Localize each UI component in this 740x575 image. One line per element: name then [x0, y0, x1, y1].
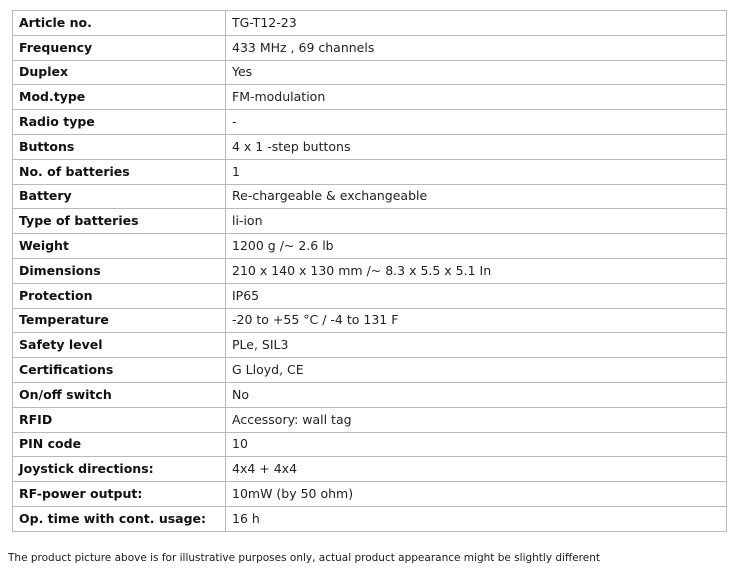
- table-row: [13, 60, 727, 85]
- table-row: [13, 333, 727, 358]
- spec-value: Re-chargeable & exchangeable: [226, 184, 727, 209]
- spec-label: Certifications: [13, 358, 226, 383]
- spec-label: Frequency: [13, 35, 226, 60]
- footnote-disclaimer: The product picture above is for illustrative purposes only, actual product appearance might be slightly different: [8, 552, 600, 564]
- spec-label: Protection: [13, 283, 226, 308]
- spec-value: PLe, SIL3: [226, 333, 727, 358]
- spec-value: 1200 g /~ 2.6 lb: [226, 234, 727, 259]
- spec-label: Article no.: [13, 11, 226, 36]
- spec-value: 16 h: [226, 506, 727, 531]
- spec-value: 1: [226, 159, 727, 184]
- table-row: [13, 308, 727, 333]
- table-row: [13, 358, 727, 383]
- table-row: [13, 35, 727, 60]
- spec-label: Safety level: [13, 333, 226, 358]
- spec-value: IP65: [226, 283, 727, 308]
- spec-label: Dimensions: [13, 258, 226, 283]
- table-row: [13, 506, 727, 531]
- spec-value: TG-T12-23: [226, 11, 727, 36]
- table-row: [13, 134, 727, 159]
- table-row: [13, 382, 727, 407]
- table-row: [13, 184, 727, 209]
- spec-label: Temperature: [13, 308, 226, 333]
- table-row: [13, 85, 727, 110]
- spec-label: Type of batteries: [13, 209, 226, 234]
- spec-value: 4x4 + 4x4: [226, 457, 727, 482]
- spec-label: RF-power output:: [13, 482, 226, 507]
- table-row: [13, 234, 727, 259]
- table-row: [13, 159, 727, 184]
- spec-table: [12, 10, 727, 532]
- spec-value: Accessory: wall tag: [226, 407, 727, 432]
- spec-label: Duplex: [13, 60, 226, 85]
- spec-label: Op. time with cont. usage:: [13, 506, 226, 531]
- spec-value: -20 to +55 °C / -4 to 131 F: [226, 308, 727, 333]
- table-row: [13, 283, 727, 308]
- spec-value: Yes: [226, 60, 727, 85]
- spec-value: 10mW (by 50 ohm): [226, 482, 727, 507]
- table-row: [13, 457, 727, 482]
- spec-label: No. of batteries: [13, 159, 226, 184]
- spec-value: G Lloyd, CE: [226, 358, 727, 383]
- spec-label: Joystick directions:: [13, 457, 226, 482]
- table-row: [13, 209, 727, 234]
- spec-table-body: [13, 11, 727, 532]
- spec-value: FM-modulation: [226, 85, 727, 110]
- spec-label: Battery: [13, 184, 226, 209]
- table-row: [13, 258, 727, 283]
- spec-label: Radio type: [13, 110, 226, 135]
- table-row: [13, 11, 727, 36]
- spec-label: Buttons: [13, 134, 226, 159]
- table-row: [13, 432, 727, 457]
- spec-value: 210 x 140 x 130 mm /~ 8.3 x 5.5 x 5.1 In: [226, 258, 727, 283]
- spec-label: Weight: [13, 234, 226, 259]
- spec-label: RFID: [13, 407, 226, 432]
- spec-value: -: [226, 110, 727, 135]
- spec-value: li-ion: [226, 209, 727, 234]
- spec-label: On/off switch: [13, 382, 226, 407]
- table-row: [13, 407, 727, 432]
- spec-value: 10: [226, 432, 727, 457]
- spec-label: Mod.type: [13, 85, 226, 110]
- spec-label: PIN code: [13, 432, 226, 457]
- spec-value: No: [226, 382, 727, 407]
- spec-value: 4 x 1 -step buttons: [226, 134, 727, 159]
- table-row: [13, 110, 727, 135]
- table-row: [13, 482, 727, 507]
- spec-value: 433 MHz , 69 channels: [226, 35, 727, 60]
